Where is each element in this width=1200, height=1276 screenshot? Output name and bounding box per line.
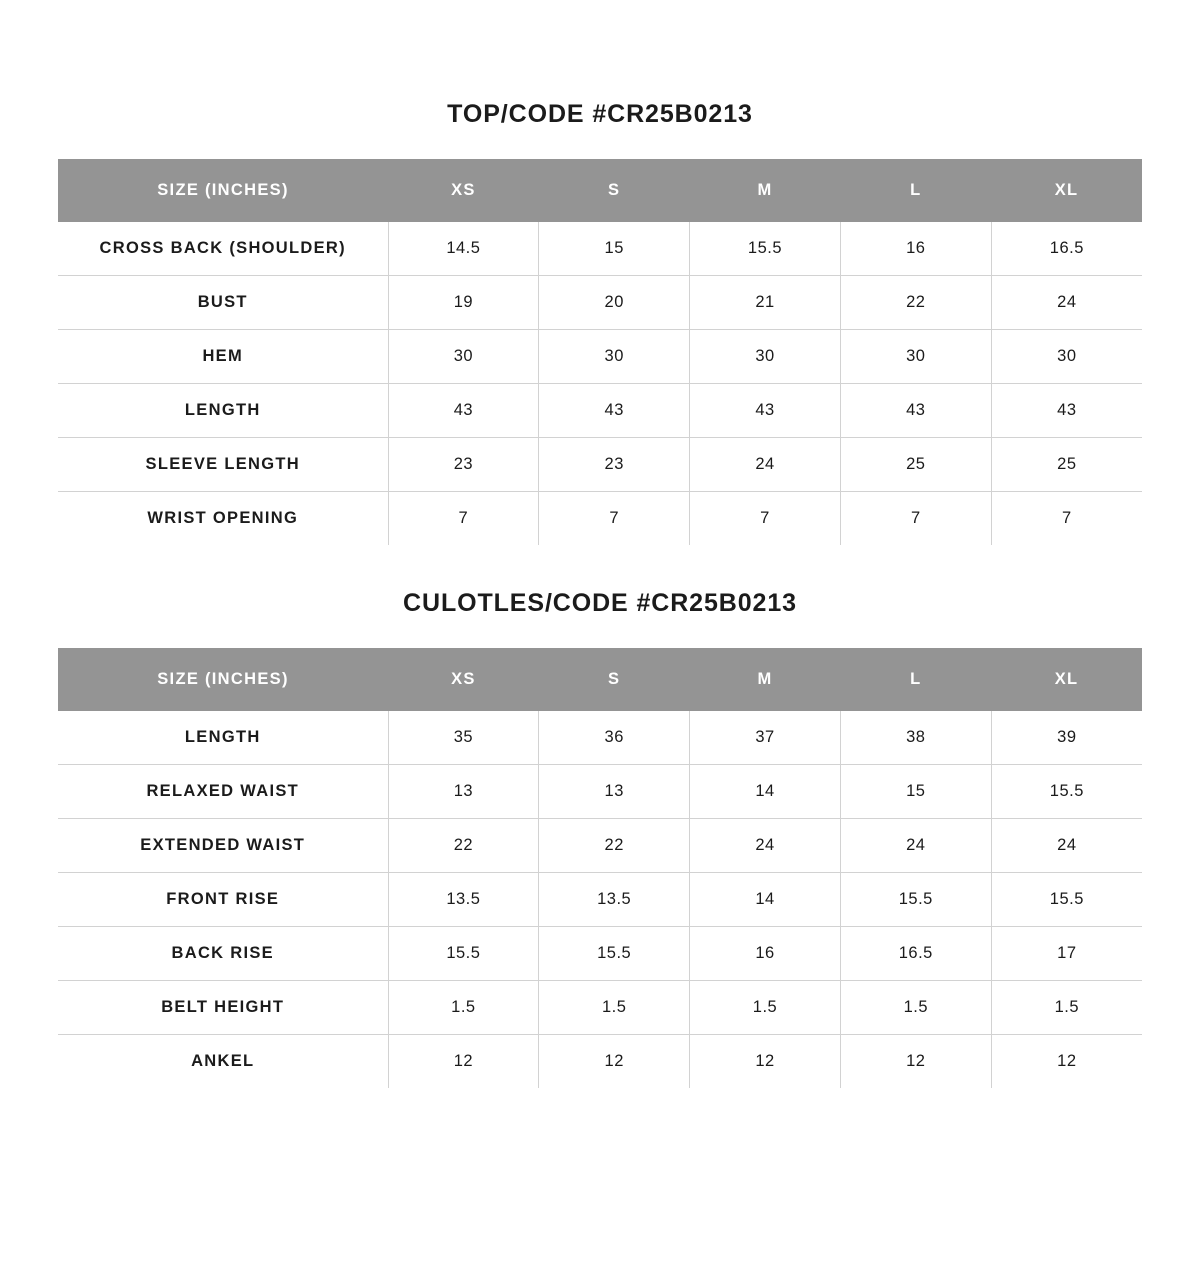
cell-value: 30 bbox=[690, 330, 841, 384]
cell-value: 12 bbox=[840, 1035, 991, 1089]
table-row bbox=[58, 765, 1142, 819]
table-row bbox=[58, 981, 1142, 1035]
table-header-top bbox=[58, 159, 1142, 222]
size-table-culotles-wrapper bbox=[58, 648, 1142, 1088]
row-label: ANKEL bbox=[191, 1052, 255, 1070]
page-title-culotles: CULOTLES/CODE #CR25B0213 bbox=[403, 589, 797, 617]
row-label: BELT HEIGHT bbox=[58, 981, 388, 1035]
table-row bbox=[58, 819, 1142, 873]
column-header-xs: XS bbox=[388, 648, 539, 711]
size-table-culotles bbox=[58, 648, 1142, 1088]
column-header-xl: XL bbox=[991, 159, 1142, 222]
cell-value: 7 bbox=[840, 492, 991, 546]
column-header-size: SIZE (INCHES) bbox=[58, 159, 388, 222]
table-row bbox=[58, 711, 1142, 765]
cell-value: 23 bbox=[539, 438, 690, 492]
cell-value: 43 bbox=[539, 384, 690, 438]
row-label: WRIST OPENING bbox=[147, 509, 299, 527]
table-header-row bbox=[58, 648, 1142, 711]
cell-value: 1.5 bbox=[690, 981, 841, 1035]
table-body-culotles bbox=[58, 711, 1142, 1088]
size-table-top-wrapper bbox=[58, 159, 1142, 545]
table-row bbox=[58, 927, 1142, 981]
column-header-xs: XS bbox=[388, 159, 539, 222]
cell-value: 1.5 bbox=[539, 981, 690, 1035]
cell-value: 22 bbox=[388, 819, 539, 873]
cell-value: 24 bbox=[991, 276, 1142, 330]
table-row bbox=[58, 330, 1142, 384]
cell-value: 43 bbox=[388, 384, 539, 438]
cell-value: 24 bbox=[840, 819, 991, 873]
row-label: HEM bbox=[58, 330, 388, 384]
cell-value: 36 bbox=[539, 711, 690, 765]
cell-value: 15 bbox=[840, 765, 991, 819]
cell-value: 13.5 bbox=[539, 873, 690, 927]
cell-value: 15.5 bbox=[539, 927, 690, 981]
cell-value: 43 bbox=[690, 384, 841, 438]
row-label: CROSS BACK (SHOULDER) bbox=[58, 222, 388, 276]
row-label: SLEEVE LENGTH bbox=[58, 438, 388, 492]
cell-value: 24 bbox=[690, 438, 841, 492]
table-row bbox=[58, 873, 1142, 927]
column-header-xl: XL bbox=[991, 648, 1142, 711]
column-header-m: M bbox=[690, 648, 841, 711]
cell-value: 35 bbox=[388, 711, 539, 765]
cell-value: 20 bbox=[539, 276, 690, 330]
bottom-spacer bbox=[0, 1088, 1200, 1188]
row-label: LENGTH bbox=[58, 711, 388, 765]
cell-value: 37 bbox=[690, 711, 841, 765]
row-label: FRONT RISE bbox=[58, 873, 388, 927]
cell-value: 43 bbox=[840, 384, 991, 438]
cell-value: 25 bbox=[840, 438, 991, 492]
row-label: BUST bbox=[58, 276, 388, 330]
cell-value: 30 bbox=[840, 330, 991, 384]
cell-value: 15 bbox=[539, 222, 690, 276]
cell-value: 12 bbox=[539, 1035, 690, 1089]
column-header-size: SIZE (INCHES) bbox=[58, 648, 388, 711]
cell-value: 21 bbox=[690, 276, 841, 330]
column-header-l: L bbox=[840, 159, 991, 222]
table-row bbox=[58, 222, 1142, 276]
cell-value: 16 bbox=[840, 222, 991, 276]
table-row bbox=[58, 1035, 1142, 1089]
cell-value: 1.5 bbox=[388, 981, 539, 1035]
cell-value: 39 bbox=[991, 711, 1142, 765]
row-label: EXTENDED WAIST bbox=[58, 819, 388, 873]
cell-value: 16.5 bbox=[991, 222, 1142, 276]
cell-value: 13 bbox=[539, 765, 690, 819]
cell-value: 15.5 bbox=[388, 927, 539, 981]
size-table-top bbox=[58, 159, 1142, 545]
table-body-top bbox=[58, 222, 1142, 545]
cell-value: 16 bbox=[690, 927, 841, 981]
cell-value: 24 bbox=[690, 819, 841, 873]
cell-value: 13.5 bbox=[388, 873, 539, 927]
column-header-m: M bbox=[690, 159, 841, 222]
column-header-s: S bbox=[539, 648, 690, 711]
table-header-row bbox=[58, 159, 1142, 222]
row-label: RELAXED WAIST bbox=[58, 765, 388, 819]
cell-value: 17 bbox=[991, 927, 1142, 981]
cell-value: 7 bbox=[539, 492, 690, 546]
cell-value: 14 bbox=[690, 765, 841, 819]
cell-value: 43 bbox=[991, 384, 1142, 438]
cell-value: 1.5 bbox=[991, 981, 1142, 1035]
cell-value: 14.5 bbox=[388, 222, 539, 276]
table-row bbox=[58, 492, 1142, 546]
cell-value: 22 bbox=[539, 819, 690, 873]
table-header-culotles bbox=[58, 648, 1142, 711]
cell-value: 25 bbox=[991, 438, 1142, 492]
row-label: BACK RISE bbox=[58, 927, 388, 981]
cell-value: 24 bbox=[991, 819, 1142, 873]
cell-value: 15.5 bbox=[991, 873, 1142, 927]
cell-value: 13 bbox=[388, 765, 539, 819]
cell-value: 30 bbox=[539, 330, 690, 384]
page-title-top: TOP/CODE #CR25B0213 bbox=[447, 100, 753, 128]
table-row bbox=[58, 384, 1142, 438]
cell-value: 7 bbox=[991, 492, 1142, 546]
cell-value: 19 bbox=[388, 276, 539, 330]
cell-value: 14 bbox=[690, 873, 841, 927]
cell-value: 15.5 bbox=[840, 873, 991, 927]
row-label: LENGTH bbox=[58, 384, 388, 438]
cell-value: 15.5 bbox=[690, 222, 841, 276]
cell-value: 12 bbox=[991, 1035, 1142, 1089]
cell-value: 23 bbox=[388, 438, 539, 492]
cell-value: 1.5 bbox=[840, 981, 991, 1035]
cell-value: 12 bbox=[388, 1035, 539, 1089]
table-row bbox=[58, 276, 1142, 330]
cell-value: 22 bbox=[840, 276, 991, 330]
cell-value: 12 bbox=[690, 1035, 841, 1089]
table-row bbox=[58, 438, 1142, 492]
cell-value: 38 bbox=[840, 711, 991, 765]
column-header-l: L bbox=[840, 648, 991, 711]
cell-value: 15.5 bbox=[991, 765, 1142, 819]
cell-value: 16.5 bbox=[840, 927, 991, 981]
cell-value: 30 bbox=[388, 330, 539, 384]
cell-value: 7 bbox=[388, 492, 539, 546]
cell-value: 30 bbox=[991, 330, 1142, 384]
column-header-s: S bbox=[539, 159, 690, 222]
cell-value: 7 bbox=[690, 492, 841, 546]
